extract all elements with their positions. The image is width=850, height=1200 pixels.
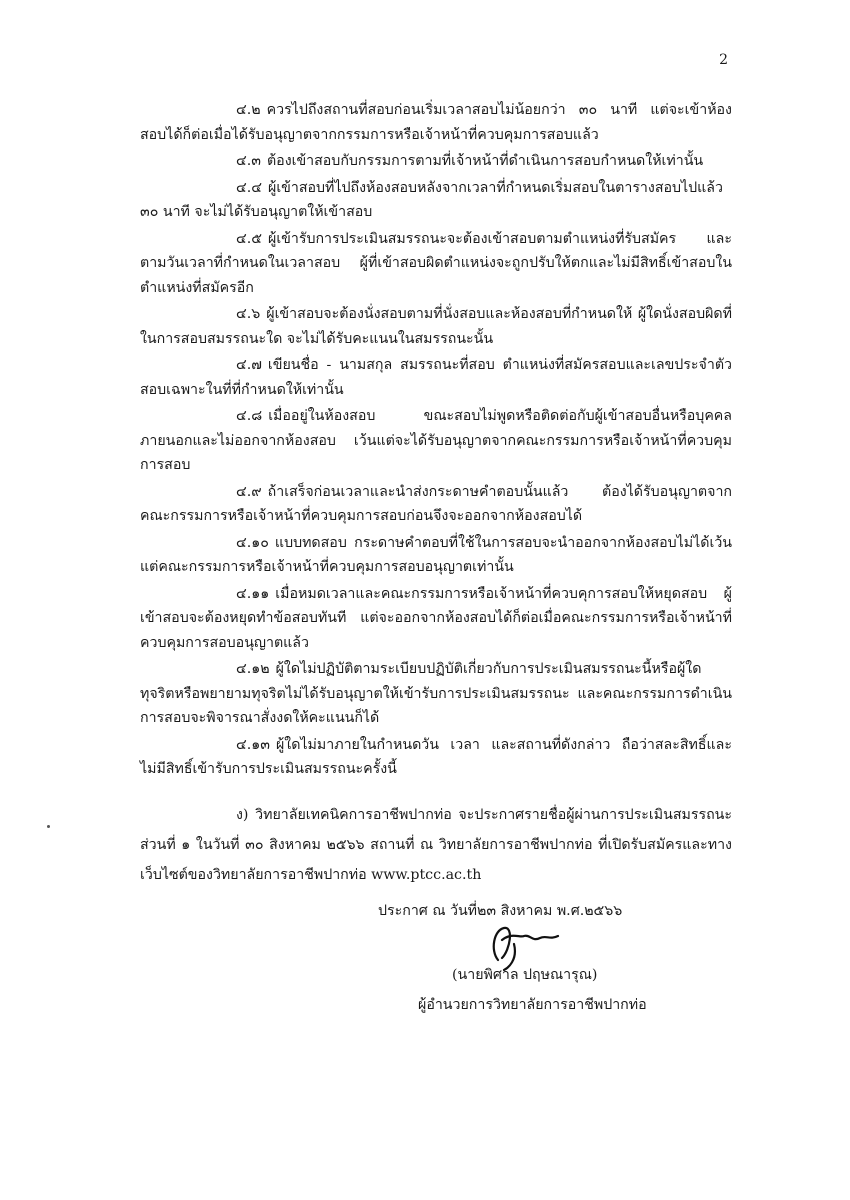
clause-number: ๔.๕ [236, 230, 262, 247]
clause-text: ถ้าเสร็จก่อนเวลาและนำส่งกระดาษคำตอบนั้นแล้ว ต้องได้รับอนุญาตจากคณะกรรมการหรือเจ้าหน้าที่ควบคุมการสอบก่อนจึงจะออกจากห้องสอบได้ [140, 483, 732, 524]
clause-text: ผู้เข้าสอบจะต้องนั่งสอบตามที่นั่งสอบและห้องสอบที่กำหนดให้ ผู้ใดนั่งสอบผิดที่ในการสอบสมรรถนะใด จะไม่ได้รับคะแนนในสมรรถนะนั้น [140, 306, 732, 347]
clause-number: ๔.๘ [236, 408, 263, 424]
clause-text: ต้องเข้าสอบกับกรรมการตามที่เจ้าหน้าที่ดำเนินการสอบกำหนดให้เท่านั้น [266, 153, 704, 169]
scan-speck [47, 825, 50, 828]
clause-number: ๔.๑๓ [236, 736, 270, 753]
clause-text: ผู้เข้าสอบที่ไปถึงห้องสอบหลังจากเวลาที่กำหนดเริ่มสอบในตารางสอบไปแล้ว ๓๐ นาที จะไม่ได้รับอนุญาตให้เข้าสอบ [140, 179, 723, 220]
clause-text: เมื่อหมดเวลาและคณะกรรมการหรือเจ้าหน้าที่ควบคุการสอบให้หยุดสอบ ผู้เข้าสอบจะต้องหยุดทำข้อสอบทันที แต่จะออกจากห้องสอบได้ก็ต่อเมื่อคณะกรรมการหรือเจ้าหน้าที่ควบคุมการสอบอนุญาตแล้ว [140, 585, 732, 651]
clause-number: ๔.๓ [236, 153, 261, 169]
clause-4-13 [140, 733, 732, 782]
clause-text: ผู้เข้ารับการประเมินสมรรถนะจะต้องเข้าสอบตามตำแหน่งที่รับสมัคร และตามวันเวลาที่กำหนดในเวลาสอบ ผู้ที่เข้าสอบผิดตำแหน่งจะถูกปรับให้ตกและไม่มีสิทธิ์เข้าสอบในตำแหน่งที่สมัครอีก [140, 230, 732, 296]
clause-4-6 [140, 302, 732, 351]
clause-number: ๔.๑๒ [236, 661, 270, 677]
page-number: 2 [719, 52, 728, 68]
clause-number: ๔.๑๐ [236, 534, 269, 551]
clause-text: ควรไปถึงสถานที่สอบก่อนเริ่มเวลาสอบไม่น้อยกว่า ๓๐ นาที แต่จะเข้าห้องสอบได้ก็ต่อเมื่อได้รับอนุญาตจากกรรมการหรือเจ้าหน้าที่ควบคุมการสอบแล้ว [140, 102, 732, 143]
signatory-name: (นายพิศาล ปฤษณารุณ) [452, 967, 598, 983]
results-announcement: ง) วิทยาลัยเทคนิคการอาชีพปากท่อ จะประกาศรายชื่อผู้ผ่านการประเมินสมรรถนะส่วนที่ ๑ ในวันที่ ๓๐ สิงหาคม ๒๕๖๖ สถานที่ ณ วิทยาลัยการอาชีพปากท่อ ที่เปิดรับสมัครและทางเว็บไซต์ของวิทยาลัยการอาชีพปากท่อ www.ptcc.ac.th [140, 806, 732, 883]
clause-4-11 [140, 582, 732, 656]
clause-number: ๔.๔ [236, 179, 262, 196]
clause-4-3 [140, 149, 732, 174]
clause-number: ๔.๖ [236, 306, 261, 322]
clause-number: ๔.๙ [236, 483, 262, 500]
clause-4-5 [140, 227, 732, 301]
signatory-title: ผู้อำนวยการวิทยาลัยการอาชีพปากท่อ [418, 997, 647, 1013]
clause-text: ผู้ใดไม่มาภายในกำหนดวัน เวลา และสถานที่ดังกล่าว ถือว่าสละสิทธิ์และไม่มีสิทธิ์เข้ารับการประเมินสมรรถนะครั้งนี้ [140, 736, 732, 777]
clause-4-9 [140, 480, 732, 529]
clause-4-8 [140, 404, 732, 478]
regulations-body [140, 98, 732, 892]
clause-text: เขียนชื่อ - นามสกุล สมรรถนะที่สอบ ตำแหน่งที่สมัครสอบและเลขประจำตัวสอบเฉพาะในที่ที่กำหนดให้เท่านั้น [140, 357, 732, 398]
clause-4-7 [140, 353, 732, 402]
clause-4-10 [140, 531, 732, 580]
clause-text: ผู้ใดไม่ปฏิบัติตามระเบียบปฏิบัติเกี่ยวกับการประเมินสมรรถนะนี้หรือผู้ใดทุจริตหรือพยายามทุจริตไม่ได้รับอนุญาตให้เข้ารับการประเมินสมรรถนะ และคณะกรรมการดำเนินการสอบจะพิจารณาสั่งงดให้คะแนนก็ได้ [140, 661, 732, 726]
clause-number: ๔.๗ [236, 357, 262, 373]
clause-text: เมื่ออยู่ในห้องสอบ ขณะสอบไม่พูดหรือติดต่อกับผู้เข้าสอบอื่นหรือบุคคลภายนอกและไม่ออกจากห้องสอบ เว้นแต่จะได้รับอนุญาตจากคณะกรรมการหรือเจ้าหน้าที่ควบคุมการสอบ [140, 408, 732, 473]
clause-number: ๔.๒ [236, 102, 261, 118]
clause-4-2 [140, 98, 732, 147]
clause-4-12 [140, 657, 732, 731]
clause-text: แบบทดสอบ กระดาษคำตอบที่ใช้ในการสอบจะนำออกจากห้องสอบไม่ได้เว้นแต่คณะกรรมการหรือเจ้าหน้าที่ควบคุมการสอบอนุญาตเท่านั้น [140, 534, 732, 575]
clause-number: ๔.๑๑ [236, 585, 270, 602]
announcement-date: ประกาศ ณ วันที่๒๓ สิงหาคม พ.ศ.๒๕๖๖ [378, 903, 623, 919]
clause-4-4 [140, 176, 732, 225]
